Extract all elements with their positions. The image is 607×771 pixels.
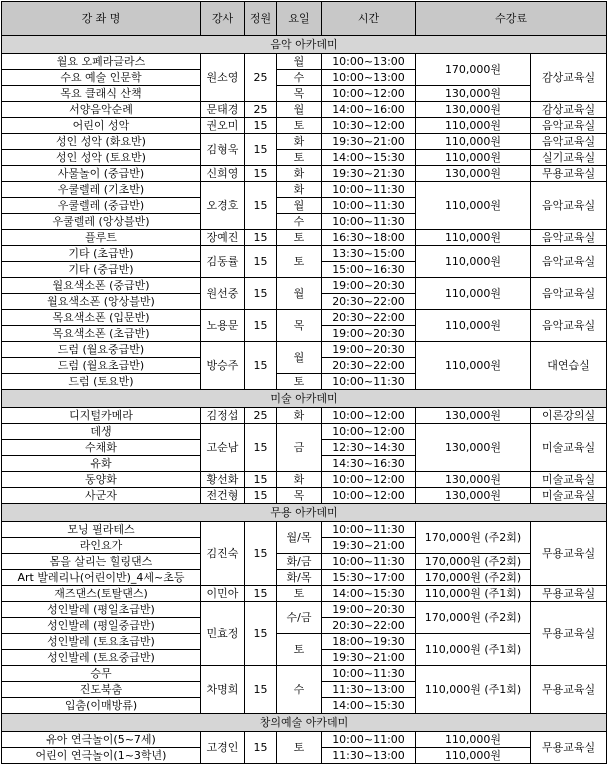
table-row xyxy=(2,554,607,570)
course-name: 목요색소폰 (입문반) xyxy=(2,310,201,326)
instructor: 황선화 xyxy=(201,472,245,488)
fee: 110,000원 xyxy=(416,748,531,764)
time: 10:00~11:00 xyxy=(322,732,416,748)
table-row xyxy=(2,342,607,358)
room: 미술교육실 xyxy=(531,472,607,488)
day: 토 xyxy=(277,586,322,602)
course-name: 성인발레 (평일초급반) xyxy=(2,602,201,618)
room: 음악교육실 xyxy=(531,118,607,134)
header-day: 요일 xyxy=(277,2,322,36)
course-name: 모닝 필라테스 xyxy=(2,522,201,538)
fee: 130,000원 xyxy=(416,102,531,118)
room: 무용교육실 xyxy=(531,586,607,602)
time: 10:00~12:00 xyxy=(322,488,416,504)
fee: 130,000원 xyxy=(416,472,531,488)
time: 11:30~13:00 xyxy=(322,748,416,764)
instructor: 방승주 xyxy=(201,342,245,390)
course-name: 성인발레 (토요중급반) xyxy=(2,650,201,666)
room: 음악교육실 xyxy=(531,230,607,246)
day: 금 xyxy=(277,424,322,472)
capacity: 25 xyxy=(245,102,277,118)
course-name: 기타 (초급반) xyxy=(2,246,201,262)
day: 토 xyxy=(277,634,322,666)
table-row xyxy=(2,424,607,440)
day: 화 xyxy=(277,134,322,150)
course-name: 재즈댄스(토탈댄스) xyxy=(2,586,201,602)
day: 목 xyxy=(277,310,322,342)
capacity: 15 xyxy=(245,342,277,390)
instructor: 김형욱 xyxy=(201,134,245,166)
course-name: 목요 클래식 산책 xyxy=(2,86,201,102)
time: 10:00~11:30 xyxy=(322,554,416,570)
fee: 170,000원 (주2회) xyxy=(416,522,531,554)
course-name: Art 발레리나(어린이반)_4세~초등 xyxy=(2,570,201,586)
course-name: 진도북춤 xyxy=(2,682,201,698)
instructor: 고경인 xyxy=(201,732,245,764)
course-name: 우쿨렐레 (앙상블반) xyxy=(2,214,201,230)
course-name: 월요색소폰 (중급반) xyxy=(2,278,201,294)
table-row xyxy=(2,166,607,182)
table-row xyxy=(2,182,607,198)
room: 실기교육실 xyxy=(531,150,607,166)
day: 월 xyxy=(277,54,322,70)
time: 14:00~15:30 xyxy=(322,698,416,714)
fee: 130,000원 xyxy=(416,408,531,424)
course-name: 성인 성악 (화요반) xyxy=(2,134,201,150)
course-name: 사물놀이 (중급반) xyxy=(2,166,201,182)
table-row xyxy=(2,570,607,586)
section-row-creative xyxy=(2,714,607,732)
table-row xyxy=(2,586,607,602)
day: 월 xyxy=(277,342,322,374)
fee: 110,000원 xyxy=(416,134,531,150)
instructor: 원소영 xyxy=(201,54,245,102)
time: 16:30~18:00 xyxy=(322,230,416,246)
capacity: 15 xyxy=(245,586,277,602)
room: 무용교육실 xyxy=(531,666,607,714)
fee: 110,000원 xyxy=(416,182,531,230)
header-course: 강 좌 명 xyxy=(2,2,201,36)
section-row-music xyxy=(2,36,607,54)
course-name: 사군자 xyxy=(2,488,201,504)
fee: 110,000원 xyxy=(416,732,531,748)
capacity: 15 xyxy=(245,732,277,764)
fee: 170,000원 xyxy=(416,54,531,86)
day: 화 xyxy=(277,166,322,182)
time: 10:00~12:00 xyxy=(322,472,416,488)
time: 19:00~20:30 xyxy=(322,342,416,358)
table-row xyxy=(2,278,607,294)
capacity: 15 xyxy=(245,118,277,134)
course-name: 기타 (중급반) xyxy=(2,262,201,278)
header-instructor: 강사 xyxy=(201,2,245,36)
day: 토 xyxy=(277,374,322,390)
time: 13:30~15:00 xyxy=(322,246,416,262)
capacity: 15 xyxy=(245,246,277,278)
fee: 110,000원 (주1회) xyxy=(416,666,531,714)
course-name: 동양화 xyxy=(2,472,201,488)
day: 월 xyxy=(277,102,322,118)
course-name: 유화 xyxy=(2,456,201,472)
table-row xyxy=(2,472,607,488)
time: 15:00~16:30 xyxy=(322,262,416,278)
course-name: 월요색소폰 (앙상블반) xyxy=(2,294,201,310)
time: 10:00~13:00 xyxy=(322,54,416,70)
instructor: 장예진 xyxy=(201,230,245,246)
room: 대연습실 xyxy=(531,342,607,390)
fee: 170,000원 (주2회) xyxy=(416,554,531,570)
room: 무용교육실 xyxy=(531,732,607,764)
day: 토 xyxy=(277,230,322,246)
fee: 130,000원 xyxy=(416,424,531,472)
instructor: 김정섭 xyxy=(201,408,245,424)
time: 10:00~12:00 xyxy=(322,408,416,424)
fee: 130,000원 xyxy=(416,166,531,182)
capacity: 15 xyxy=(245,134,277,166)
fee: 110,000원 xyxy=(416,230,531,246)
fee: 110,000원 xyxy=(416,278,531,310)
course-name: 어린이 연극놀이(1~3학년) xyxy=(2,748,201,764)
fee: 110,000원 (주1회) xyxy=(416,586,531,602)
table-row xyxy=(2,666,607,682)
time: 10:30~12:00 xyxy=(322,118,416,134)
day: 토 xyxy=(277,732,322,764)
day: 목 xyxy=(277,488,322,504)
room: 음악교육실 xyxy=(531,134,607,150)
course-name: 입춤(이매방류) xyxy=(2,698,201,714)
course-name: 성인발레 (토요초급반) xyxy=(2,634,201,650)
room: 무용교육실 xyxy=(531,166,607,182)
course-name: 성인발레 (평일중급반) xyxy=(2,618,201,634)
fee: 110,000원 xyxy=(416,118,531,134)
time: 14:30~16:30 xyxy=(322,456,416,472)
time: 19:00~20:30 xyxy=(322,326,416,342)
table-row xyxy=(2,408,607,424)
time: 19:00~20:30 xyxy=(322,602,416,618)
instructor: 원선중 xyxy=(201,278,245,310)
capacity: 15 xyxy=(245,472,277,488)
section-title-art: 미술 아카데미 xyxy=(2,390,607,408)
course-name: 드럼 (토요반) xyxy=(2,374,201,390)
room: 감상교육실 xyxy=(531,54,607,102)
header-row xyxy=(2,2,607,36)
capacity: 25 xyxy=(245,408,277,424)
fee: 110,000원 xyxy=(416,310,531,342)
course-name: 디지털카메라 xyxy=(2,408,201,424)
instructor: 문태경 xyxy=(201,102,245,118)
instructor: 김동률 xyxy=(201,246,245,278)
day: 화/금 xyxy=(277,554,322,570)
section-row-art xyxy=(2,390,607,408)
time: 19:30~21:00 xyxy=(322,134,416,150)
header-fee: 수강료 xyxy=(416,2,607,36)
table-row xyxy=(2,102,607,118)
course-name: 수채화 xyxy=(2,440,201,456)
time: 10:00~12:00 xyxy=(322,424,416,440)
capacity: 15 xyxy=(245,182,277,230)
room: 미술교육실 xyxy=(531,488,607,504)
day: 목 xyxy=(277,86,322,102)
time: 20:30~22:00 xyxy=(322,358,416,374)
table-row xyxy=(2,134,607,150)
fee: 170,000원 (주2회) xyxy=(416,602,531,634)
instructor: 이민아 xyxy=(201,586,245,602)
day: 화 xyxy=(277,182,322,198)
time: 19:30~21:00 xyxy=(322,650,416,666)
time: 14:00~16:00 xyxy=(322,102,416,118)
time: 20:30~22:00 xyxy=(322,618,416,634)
time: 10:00~11:30 xyxy=(322,522,416,538)
time: 19:30~21:00 xyxy=(322,538,416,554)
fee: 130,000원 xyxy=(416,86,531,102)
instructor: 차명희 xyxy=(201,666,245,714)
instructor: 권오미 xyxy=(201,118,245,134)
course-name: 승무 xyxy=(2,666,201,682)
course-name: 목요색소폰 (초급반) xyxy=(2,326,201,342)
instructor: 고순남 xyxy=(201,424,245,472)
fee: 110,000원 xyxy=(416,342,531,390)
day: 화/목 xyxy=(277,570,322,586)
instructor: 전건형 xyxy=(201,488,245,504)
time: 12:30~14:30 xyxy=(322,440,416,456)
instructor: 노용문 xyxy=(201,310,245,342)
table-row xyxy=(2,488,607,504)
course-name: 월요 오페라글라스 xyxy=(2,54,201,70)
day: 월 xyxy=(277,278,322,310)
fee: 110,000원 xyxy=(416,246,531,278)
table-row xyxy=(2,602,607,618)
day: 수 xyxy=(277,214,322,230)
time: 15:30~17:00 xyxy=(322,570,416,586)
fee: 110,000원 (주1회) xyxy=(416,634,531,666)
day: 화 xyxy=(277,408,322,424)
table-row xyxy=(2,230,607,246)
table-row xyxy=(2,150,607,166)
time: 10:00~11:30 xyxy=(322,182,416,198)
room: 무용교육실 xyxy=(531,602,607,666)
table-row xyxy=(2,310,607,326)
time: 10:00~11:30 xyxy=(322,666,416,682)
course-name: 우쿨렐레 (중급반) xyxy=(2,198,201,214)
instructor: 오경호 xyxy=(201,182,245,230)
time: 19:30~21:30 xyxy=(322,166,416,182)
time: 11:30~13:00 xyxy=(322,682,416,698)
table-row xyxy=(2,634,607,650)
course-name: 몸을 살리는 힐링댄스 xyxy=(2,554,201,570)
room: 미술교육실 xyxy=(531,424,607,472)
table-row xyxy=(2,522,607,538)
day: 월/목 xyxy=(277,522,322,554)
course-name: 드럼 (월요중급반) xyxy=(2,342,201,358)
time: 14:00~15:30 xyxy=(322,150,416,166)
header-time: 시간 xyxy=(322,2,416,36)
section-row-dance xyxy=(2,504,607,522)
capacity: 15 xyxy=(245,166,277,182)
room: 음악교육실 xyxy=(531,278,607,310)
day: 수/금 xyxy=(277,602,322,634)
fee: 110,000원 xyxy=(416,150,531,166)
time: 20:30~22:00 xyxy=(322,310,416,326)
instructor: 민효정 xyxy=(201,602,245,666)
capacity: 15 xyxy=(245,666,277,714)
course-name: 라인요가 xyxy=(2,538,201,554)
table-row xyxy=(2,54,607,70)
table-row xyxy=(2,118,607,134)
room: 음악교육실 xyxy=(531,246,607,278)
fee: 170,000원 (주2회) xyxy=(416,570,531,586)
time: 18:00~19:30 xyxy=(322,634,416,650)
room: 음악교육실 xyxy=(531,310,607,342)
time: 10:00~11:30 xyxy=(322,214,416,230)
day: 월 xyxy=(277,198,322,214)
room: 무용교육실 xyxy=(531,522,607,586)
time: 10:00~13:00 xyxy=(322,70,416,86)
room: 감상교육실 xyxy=(531,102,607,118)
room: 음악교육실 xyxy=(531,182,607,230)
capacity: 15 xyxy=(245,424,277,472)
day: 수 xyxy=(277,70,322,86)
course-name: 유아 연극놀이(5~7세) xyxy=(2,732,201,748)
section-title-music: 음악 아카데미 xyxy=(2,36,607,54)
time: 20:30~22:00 xyxy=(322,294,416,310)
header-capacity: 정원 xyxy=(245,2,277,36)
time: 14:00~15:30 xyxy=(322,586,416,602)
course-name: 데생 xyxy=(2,424,201,440)
capacity: 15 xyxy=(245,230,277,246)
capacity: 15 xyxy=(245,522,277,586)
course-name: 우쿨렐레 (기초반) xyxy=(2,182,201,198)
capacity: 15 xyxy=(245,278,277,310)
table-row xyxy=(2,732,607,748)
time: 10:00~12:00 xyxy=(322,86,416,102)
course-name: 서양음악순례 xyxy=(2,102,201,118)
time: 19:00~20:30 xyxy=(322,278,416,294)
table-row xyxy=(2,246,607,262)
instructor: 김진숙 xyxy=(201,522,245,586)
time: 10:00~11:30 xyxy=(322,374,416,390)
day: 토 xyxy=(277,246,322,278)
capacity: 25 xyxy=(245,54,277,102)
table-row xyxy=(2,86,607,102)
capacity: 15 xyxy=(245,310,277,342)
capacity: 15 xyxy=(245,488,277,504)
section-title-creative: 창의예술 아카데미 xyxy=(2,714,607,732)
section-title-dance: 무용 아카데미 xyxy=(2,504,607,522)
room: 이론강의실 xyxy=(531,408,607,424)
capacity: 15 xyxy=(245,602,277,666)
course-name: 플루트 xyxy=(2,230,201,246)
time: 10:00~11:30 xyxy=(322,198,416,214)
course-schedule-table xyxy=(1,1,607,764)
day: 화 xyxy=(277,472,322,488)
day: 토 xyxy=(277,118,322,134)
day: 수 xyxy=(277,666,322,714)
course-name: 성인 성악 (토요반) xyxy=(2,150,201,166)
course-name: 드럼 (월요초급반) xyxy=(2,358,201,374)
course-name: 수요 예술 인문학 xyxy=(2,70,201,86)
day: 토 xyxy=(277,150,322,166)
fee: 130,000원 xyxy=(416,488,531,504)
course-name: 어린이 성악 xyxy=(2,118,201,134)
instructor: 신희영 xyxy=(201,166,245,182)
